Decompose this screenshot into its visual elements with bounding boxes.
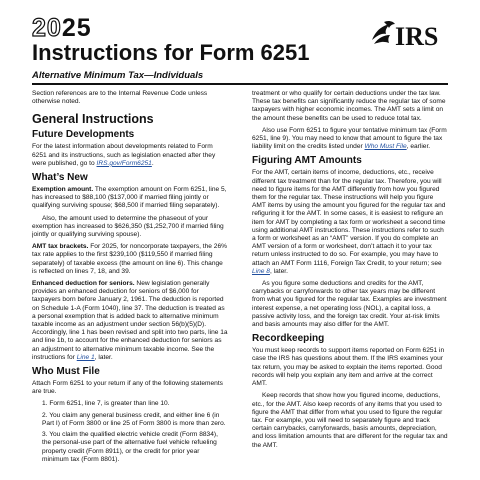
continued-paragraph: treatment or who qualify for certain deductions under the tax law. These tax benefits can significantly reduce the regular tax of some taxpayers with higher economic incomes. The AMT sets a limit on the amount these benefits can be used to reduce total tax.	[252, 90, 446, 122]
whats-new-heading: What’s New	[32, 172, 88, 184]
carryback-paragraph: As you figure some deductions and credits for the AMT, carrybacks or carryforwards to other tax years may be different from what you figured for the regular tax. Examples are investment interest expense, a net operating loss (NOL), a capital loss, a passive activity loss, and the foreign tax credit. Your at-risk limits and basis amounts may also differ for the AMT.	[252, 280, 447, 329]
irs-eagle-logo-icon	[368, 18, 450, 50]
figuring-text-end: , later.	[269, 267, 288, 275]
recordkeeping-paragraph: You must keep records to support items reported on Form 6251 in case the IRS has questions about them. If the IRS examines your tax return, you may be asked to explain the items reported. Good records will help you explain any item and arrive at the correct AMT.	[252, 347, 445, 388]
header-divider	[32, 83, 448, 85]
line1-link[interactable]: Line 1	[76, 353, 95, 361]
brackets-lead: AMT tax brackets.	[32, 243, 89, 251]
page-title: Instructions for Form 6251	[32, 40, 310, 65]
year-solid-digits: 25	[61, 14, 92, 42]
exemption-paragraph	[32, 186, 228, 211]
page-subtitle: Alternative Minimum Tax—Individuals	[32, 70, 204, 81]
tentative-text: Also use Form 6251 to figure your tentative minimum tax (Form 6251, line 9). You may need to know that amount to figure the tax liability limit on the credits listed under	[252, 126, 447, 151]
seniors-paragraph	[32, 280, 228, 362]
who-must-file-paragraph: Attach Form 6251 to your return if any of the following statements are true.	[32, 380, 223, 396]
future-developments-heading: Future Developments	[32, 129, 135, 141]
left-column	[32, 90, 228, 480]
list-item: 3. You claim the qualified electric vehicle credit (Form 8834), the personal-use part of the alternative fuel vehicle refueling property credit (Form 8911), or the credit for prior year minimum tax (Form 8801).	[42, 431, 218, 463]
general-instructions-heading: General Instructions	[32, 112, 154, 127]
intro-paragraph: Section references are to the Internal Revenue Code unless otherwise noted.	[32, 90, 208, 106]
recordkeeping-heading: Recordkeeping	[252, 333, 325, 345]
exemption-lead: Exemption amount.	[32, 186, 94, 194]
seniors-lead: Enhanced deduction for seniors.	[32, 280, 135, 288]
brackets-paragraph	[32, 243, 228, 276]
list-item: 2. You claim any general business credit, and either line 6 (in Part I) of Form 3800 or line 25 of Form 3800 is more than zero.	[42, 411, 226, 427]
line8-link[interactable]: Line 8	[252, 267, 270, 275]
logo-lettering: IRS	[395, 22, 439, 50]
right-column	[252, 90, 448, 480]
tentative-paragraph	[252, 127, 448, 152]
figuring-amt-heading: Figuring AMT Amounts	[252, 155, 362, 167]
keep-records-paragraph: Keep records that show how you figured income, deductions, etc., for the AMT. Also keep records of any items that you used to figure the AMT that differ from what you used to figure the regular tax. For example, you will need to separately figure and track certain carrybacks, carryforwards, basis amounts, depreciation, and loss limitation amounts that are different for the regular tax and the AMT.	[252, 392, 448, 449]
exemption-text: The exemption amount on Form 6251, line 5, has increased to $88,100 ($137,000 if married filing jointly or qualifying surviving spouse; $68,500 if married filing separately).	[32, 186, 227, 210]
who-must-file-heading: Who Must File	[32, 366, 100, 378]
figuring-text: For the AMT, certain items of income, deductions, etc., receive different tax treatment than for the regular tax. Therefore, you will need to figure items for the AMT differently from how you figured them for the regular tax. These instructions will help you figure AMT items by using the amount you figured for the regular tax and refiguring it for the AMT. In some cases, it is easiest to refigure an item for AMT by completing a tax form or worksheet a second time using additional AMT instructions. These instructions refer to such a form or worksheet as an “AMT” version. If you do complete an AMT version of a form or worksheet, don’t attach it to your tax return unless instructed to do so. For example, you may have to attach an AMT Form 1116, Foreign Tax Credit, to your return; see	[252, 169, 446, 267]
phaseout-paragraph: Also, the amount used to determine the phaseout of your exemption has increased to $626,350 ($1,252,700 if married filing jointly or qualifying surviving spouse).	[32, 214, 224, 239]
future-text-end: .	[151, 159, 154, 167]
seniors-text: New legislation generally provides an enhanced deduction for seniors of $6,000 for taxpayers born before January 2, 1961. The deduction is reported on Schedule 1-A (Form 1040), line 37. The deduction is treated as a personal exemption that is added back to alternative minimum taxable income as an adjustment under section 56(b)(5)(D). Accordingly, line 1 has been revised and split into two parts, line 1a and line 1b, to account for the enhanced deduction for seniors as an adjustment to alternative minimum taxable income. See the instructions for	[32, 280, 228, 361]
form6251-link[interactable]: IRS.gov/Form6251	[96, 159, 152, 167]
tentative-text-end: , earlier.	[406, 143, 431, 151]
year-outline-digits: 20	[32, 14, 62, 42]
form-year	[32, 16, 92, 41]
future-text: For the latest information about developments related to Form 6251 and its instructions, such as legislation enacted after they were published, go to	[32, 143, 216, 167]
seniors-text-end: , later.	[94, 353, 113, 361]
brackets-text: For 2025, for noncorporate taxpayers, the 26% tax rate applies to the first $239,100 ($119,550 if married filing separately) of taxable excess (the amount on line 6). This change is reflected on lines 7, 18, and 39.	[32, 243, 227, 275]
who-must-file-link[interactable]: Who Must File	[364, 143, 407, 151]
list-item: 1. Form 6251, line 7, is greater than line 10.	[42, 400, 170, 408]
future-developments-paragraph	[32, 143, 228, 168]
figuring-paragraph	[252, 169, 448, 276]
